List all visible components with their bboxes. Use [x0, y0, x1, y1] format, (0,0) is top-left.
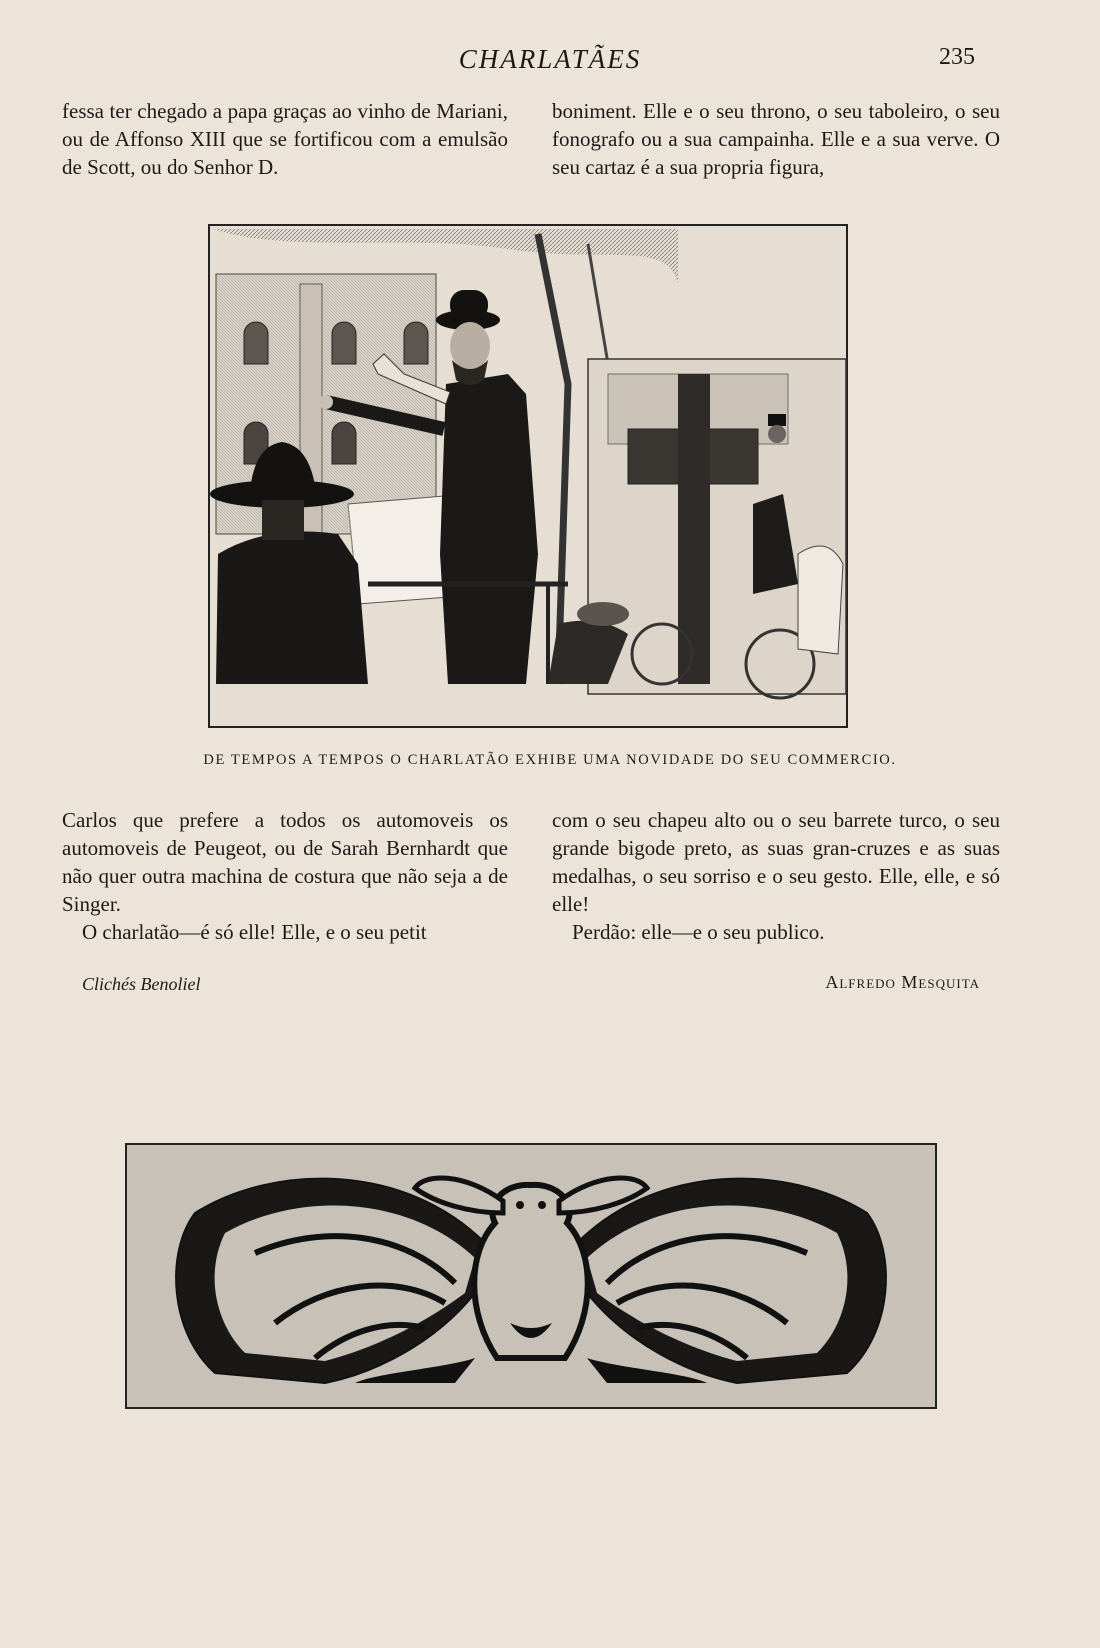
bat-ornament: [125, 1143, 937, 1409]
column-right-top: [552, 97, 1000, 181]
bat-icon: [125, 1143, 937, 1409]
figure-caption: DE TEMPOS A TEMPOS O CHARLATÃO EXHIBE UMA NOVIDADE DO SEU COMMERCIO.: [203, 752, 897, 768]
running-title: CHARLATÃES: [458, 44, 642, 74]
column-left-bottom: [62, 806, 508, 946]
paragraph: Carlos que prefere a todos os automoveis os automoveis de Peugeot, ou de Sarah Bernhardt que não quer outra machina de costura que não seja a de Singer.: [62, 808, 508, 916]
author-signature: Alfredo Mesquita: [825, 972, 980, 992]
page-header: [0, 40, 1100, 80]
photo-illustration: [208, 224, 848, 728]
page-number: 235: [939, 44, 975, 70]
photo-credit: Clichés Benoliel: [82, 974, 201, 994]
paragraph: O charlatão—é só elle! Elle, e o seu petit: [82, 920, 427, 944]
paragraph: Perdão: elle—e o seu publico.: [572, 920, 825, 944]
column-right-bottom: [552, 806, 1000, 946]
paragraph: boniment. Elle e o seu throno, o seu taboleiro, o seu fonografo ou a sua campainha. Elle e a sua verve. O seu cartaz é a sua propria figura,: [552, 99, 1000, 179]
street-charlatan-illustration: [208, 224, 848, 728]
paragraph: fessa ter chegado a papa graças ao vinho de Mariani, ou de Affonso XIII que se fortificou com a emulsão de Scott, ou do Senhor D.: [62, 99, 508, 179]
column-left-top: [62, 97, 508, 181]
paragraph: com o seu chapeu alto ou o seu barrete turco, o seu grande bigode preto, as suas gran-cruzes e as suas medalhas, o seu sorriso e o seu gesto. Elle, elle, e só elle!: [552, 808, 1000, 916]
